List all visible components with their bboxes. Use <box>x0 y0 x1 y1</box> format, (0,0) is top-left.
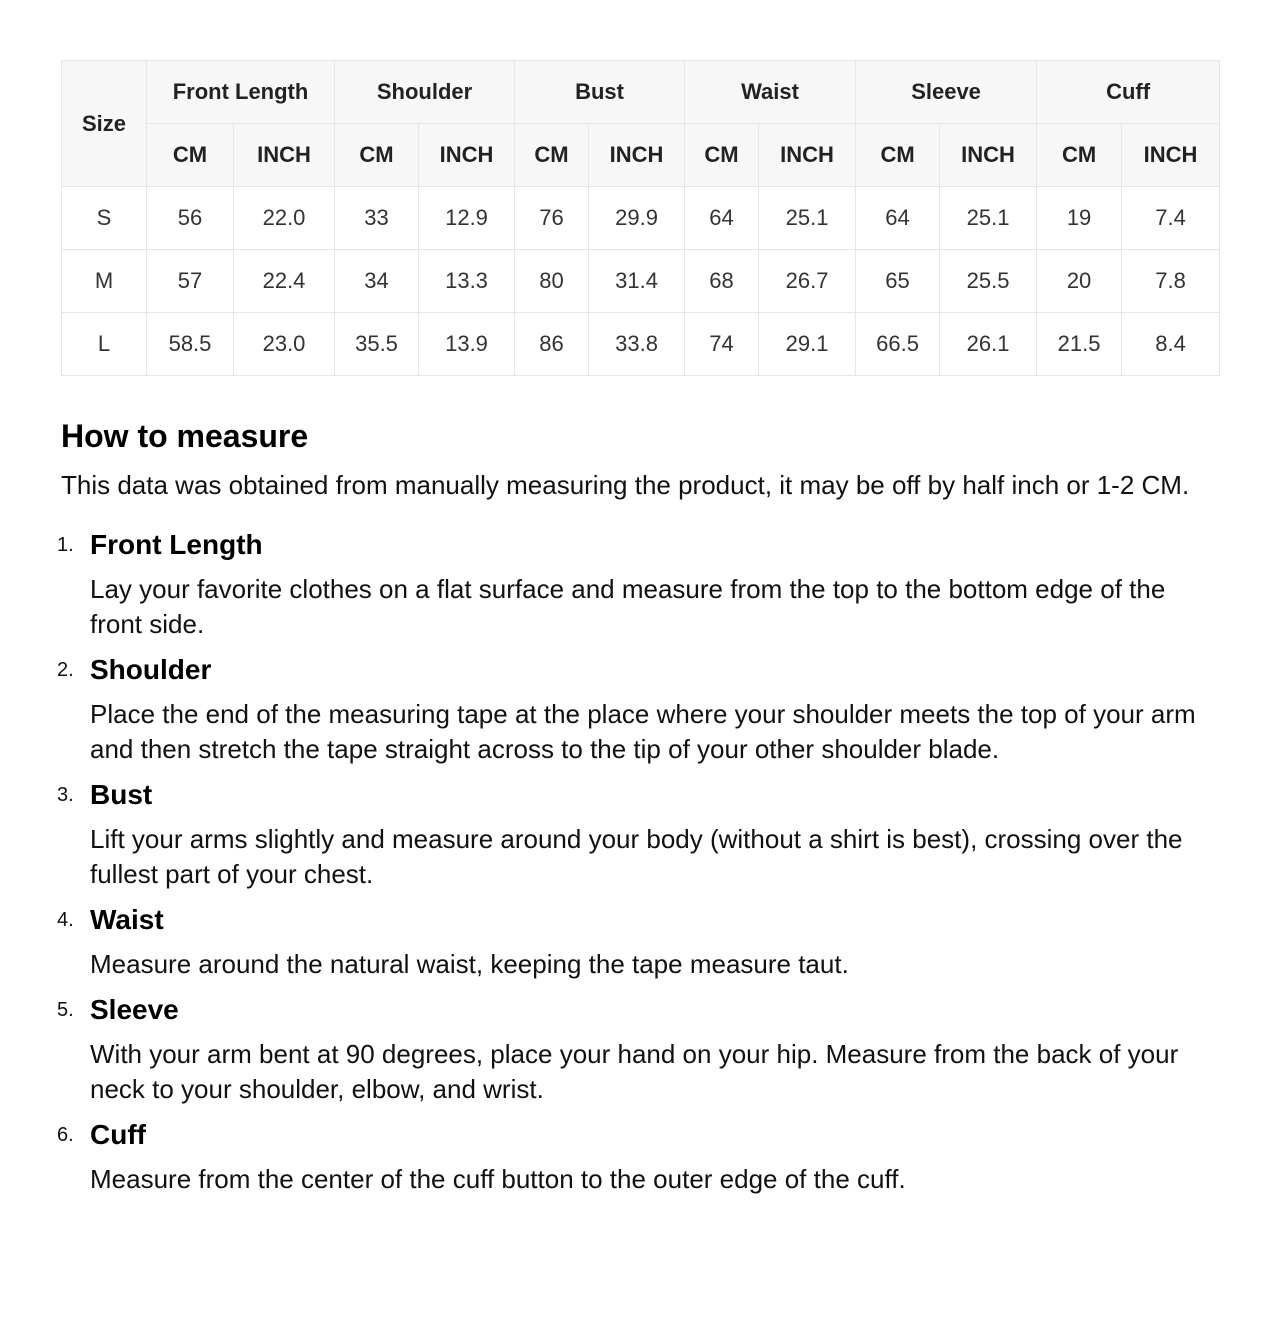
list-item-shoulder <box>57 652 1219 767</box>
list-item-number: 2. <box>57 659 74 681</box>
unit-header-cm: CM <box>335 124 419 187</box>
table-header <box>62 61 1220 187</box>
table-cell: 22.4 <box>234 250 335 313</box>
table-cell: 58.5 <box>147 313 234 376</box>
table-cell: 80 <box>515 250 589 313</box>
unit-header-inch: INCH <box>589 124 685 187</box>
list-item-number: 5. <box>57 999 74 1021</box>
table-cell: 74 <box>685 313 759 376</box>
size-cell: M <box>62 250 147 313</box>
group-header-sleeve: Sleeve <box>856 61 1037 124</box>
table-cell: 65 <box>856 250 940 313</box>
list-item-description: Lay your favorite clothes on a flat surface and measure from the top to the bottom edge of the front side. <box>90 574 1166 639</box>
group-header-waist: Waist <box>685 61 856 124</box>
table-cell: 68 <box>685 250 759 313</box>
list-item-title: Sleeve <box>90 994 179 1025</box>
list-item-front-length <box>57 527 1219 642</box>
header-row-groups <box>62 61 1220 124</box>
unit-header-inch: INCH <box>419 124 515 187</box>
group-header-front-length: Front Length <box>147 61 335 124</box>
list-item-number: 6. <box>57 1124 74 1146</box>
table-cell: 13.3 <box>419 250 515 313</box>
measurement-disclaimer: This data was obtained from manually measuring the product, it may be off by half inch or 1-2 CM. <box>61 470 1190 500</box>
table-cell: 57 <box>147 250 234 313</box>
unit-header-cm: CM <box>856 124 940 187</box>
group-header-shoulder: Shoulder <box>335 61 515 124</box>
list-item-title: Shoulder <box>90 654 212 685</box>
table-cell: 19 <box>1037 187 1122 250</box>
table-cell: 31.4 <box>589 250 685 313</box>
table-row-s <box>62 187 1220 250</box>
unit-header-cm: CM <box>1037 124 1122 187</box>
table-cell: 35.5 <box>335 313 419 376</box>
size-column-header: Size <box>62 61 147 187</box>
table-cell: 64 <box>856 187 940 250</box>
list-item-description: Lift your arms slightly and measure around your body (without a shirt is best), crossing over the fullest part of your chest. <box>90 824 1183 889</box>
table-body <box>62 187 1220 376</box>
table-cell: 29.9 <box>589 187 685 250</box>
list-item-description: Place the end of the measuring tape at the place where your shoulder meets the top of your arm and then stretch the tape straight across to the tip of your other shoulder blade. <box>90 699 1196 764</box>
table-cell: 56 <box>147 187 234 250</box>
table-cell: 29.1 <box>759 313 856 376</box>
list-item-cuff <box>57 1117 1219 1197</box>
group-header-cuff: Cuff <box>1037 61 1220 124</box>
table-cell: 20 <box>1037 250 1122 313</box>
table-cell: 7.4 <box>1122 187 1220 250</box>
list-item-description: Measure around the natural waist, keeping the tape measure taut. <box>90 949 849 979</box>
table-row-m <box>62 250 1220 313</box>
list-item-number: 1. <box>57 534 74 556</box>
list-item-description: With your arm bent at 90 degrees, place your hand on your hip. Measure from the back of your neck to your shoulder, elbow, and wrist. <box>90 1039 1179 1104</box>
table-cell: 26.1 <box>940 313 1037 376</box>
list-item-title: Bust <box>90 779 153 810</box>
table-cell: 23.0 <box>234 313 335 376</box>
list-item-sleeve <box>57 992 1219 1107</box>
measurement-steps-list <box>57 527 1219 1197</box>
table-cell: 33 <box>335 187 419 250</box>
unit-header-inch: INCH <box>1122 124 1220 187</box>
table-cell: 22.0 <box>234 187 335 250</box>
table-cell: 25.1 <box>940 187 1037 250</box>
table-row-l <box>62 313 1220 376</box>
list-item-title: Cuff <box>90 1119 146 1150</box>
table-cell: 34 <box>335 250 419 313</box>
list-item-title: Waist <box>90 904 164 935</box>
unit-header-cm: CM <box>685 124 759 187</box>
list-item-number: 4. <box>57 909 74 931</box>
unit-header-inch: INCH <box>234 124 335 187</box>
unit-header-cm: CM <box>515 124 589 187</box>
table-cell: 8.4 <box>1122 313 1220 376</box>
size-chart-table <box>61 60 1220 376</box>
table-cell: 26.7 <box>759 250 856 313</box>
table-cell: 25.5 <box>940 250 1037 313</box>
table-cell: 13.9 <box>419 313 515 376</box>
table-cell: 76 <box>515 187 589 250</box>
table-cell: 86 <box>515 313 589 376</box>
table-cell: 12.9 <box>419 187 515 250</box>
list-item-bust <box>57 777 1219 892</box>
unit-header-inch: INCH <box>940 124 1037 187</box>
group-header-bust: Bust <box>515 61 685 124</box>
unit-header-inch: INCH <box>759 124 856 187</box>
table-cell: 33.8 <box>589 313 685 376</box>
list-item-description: Measure from the center of the cuff button to the outer edge of the cuff. <box>90 1164 906 1194</box>
header-row-units <box>62 124 1220 187</box>
table-cell: 25.1 <box>759 187 856 250</box>
size-cell: L <box>62 313 147 376</box>
list-item-title: Front Length <box>90 529 263 560</box>
list-item-waist <box>57 902 1219 982</box>
table-cell: 7.8 <box>1122 250 1220 313</box>
size-cell: S <box>62 187 147 250</box>
unit-header-cm: CM <box>147 124 234 187</box>
table-cell: 66.5 <box>856 313 940 376</box>
how-to-measure-title: How to measure <box>61 418 309 454</box>
table-cell: 21.5 <box>1037 313 1122 376</box>
table-cell: 64 <box>685 187 759 250</box>
list-item-number: 3. <box>57 784 74 806</box>
